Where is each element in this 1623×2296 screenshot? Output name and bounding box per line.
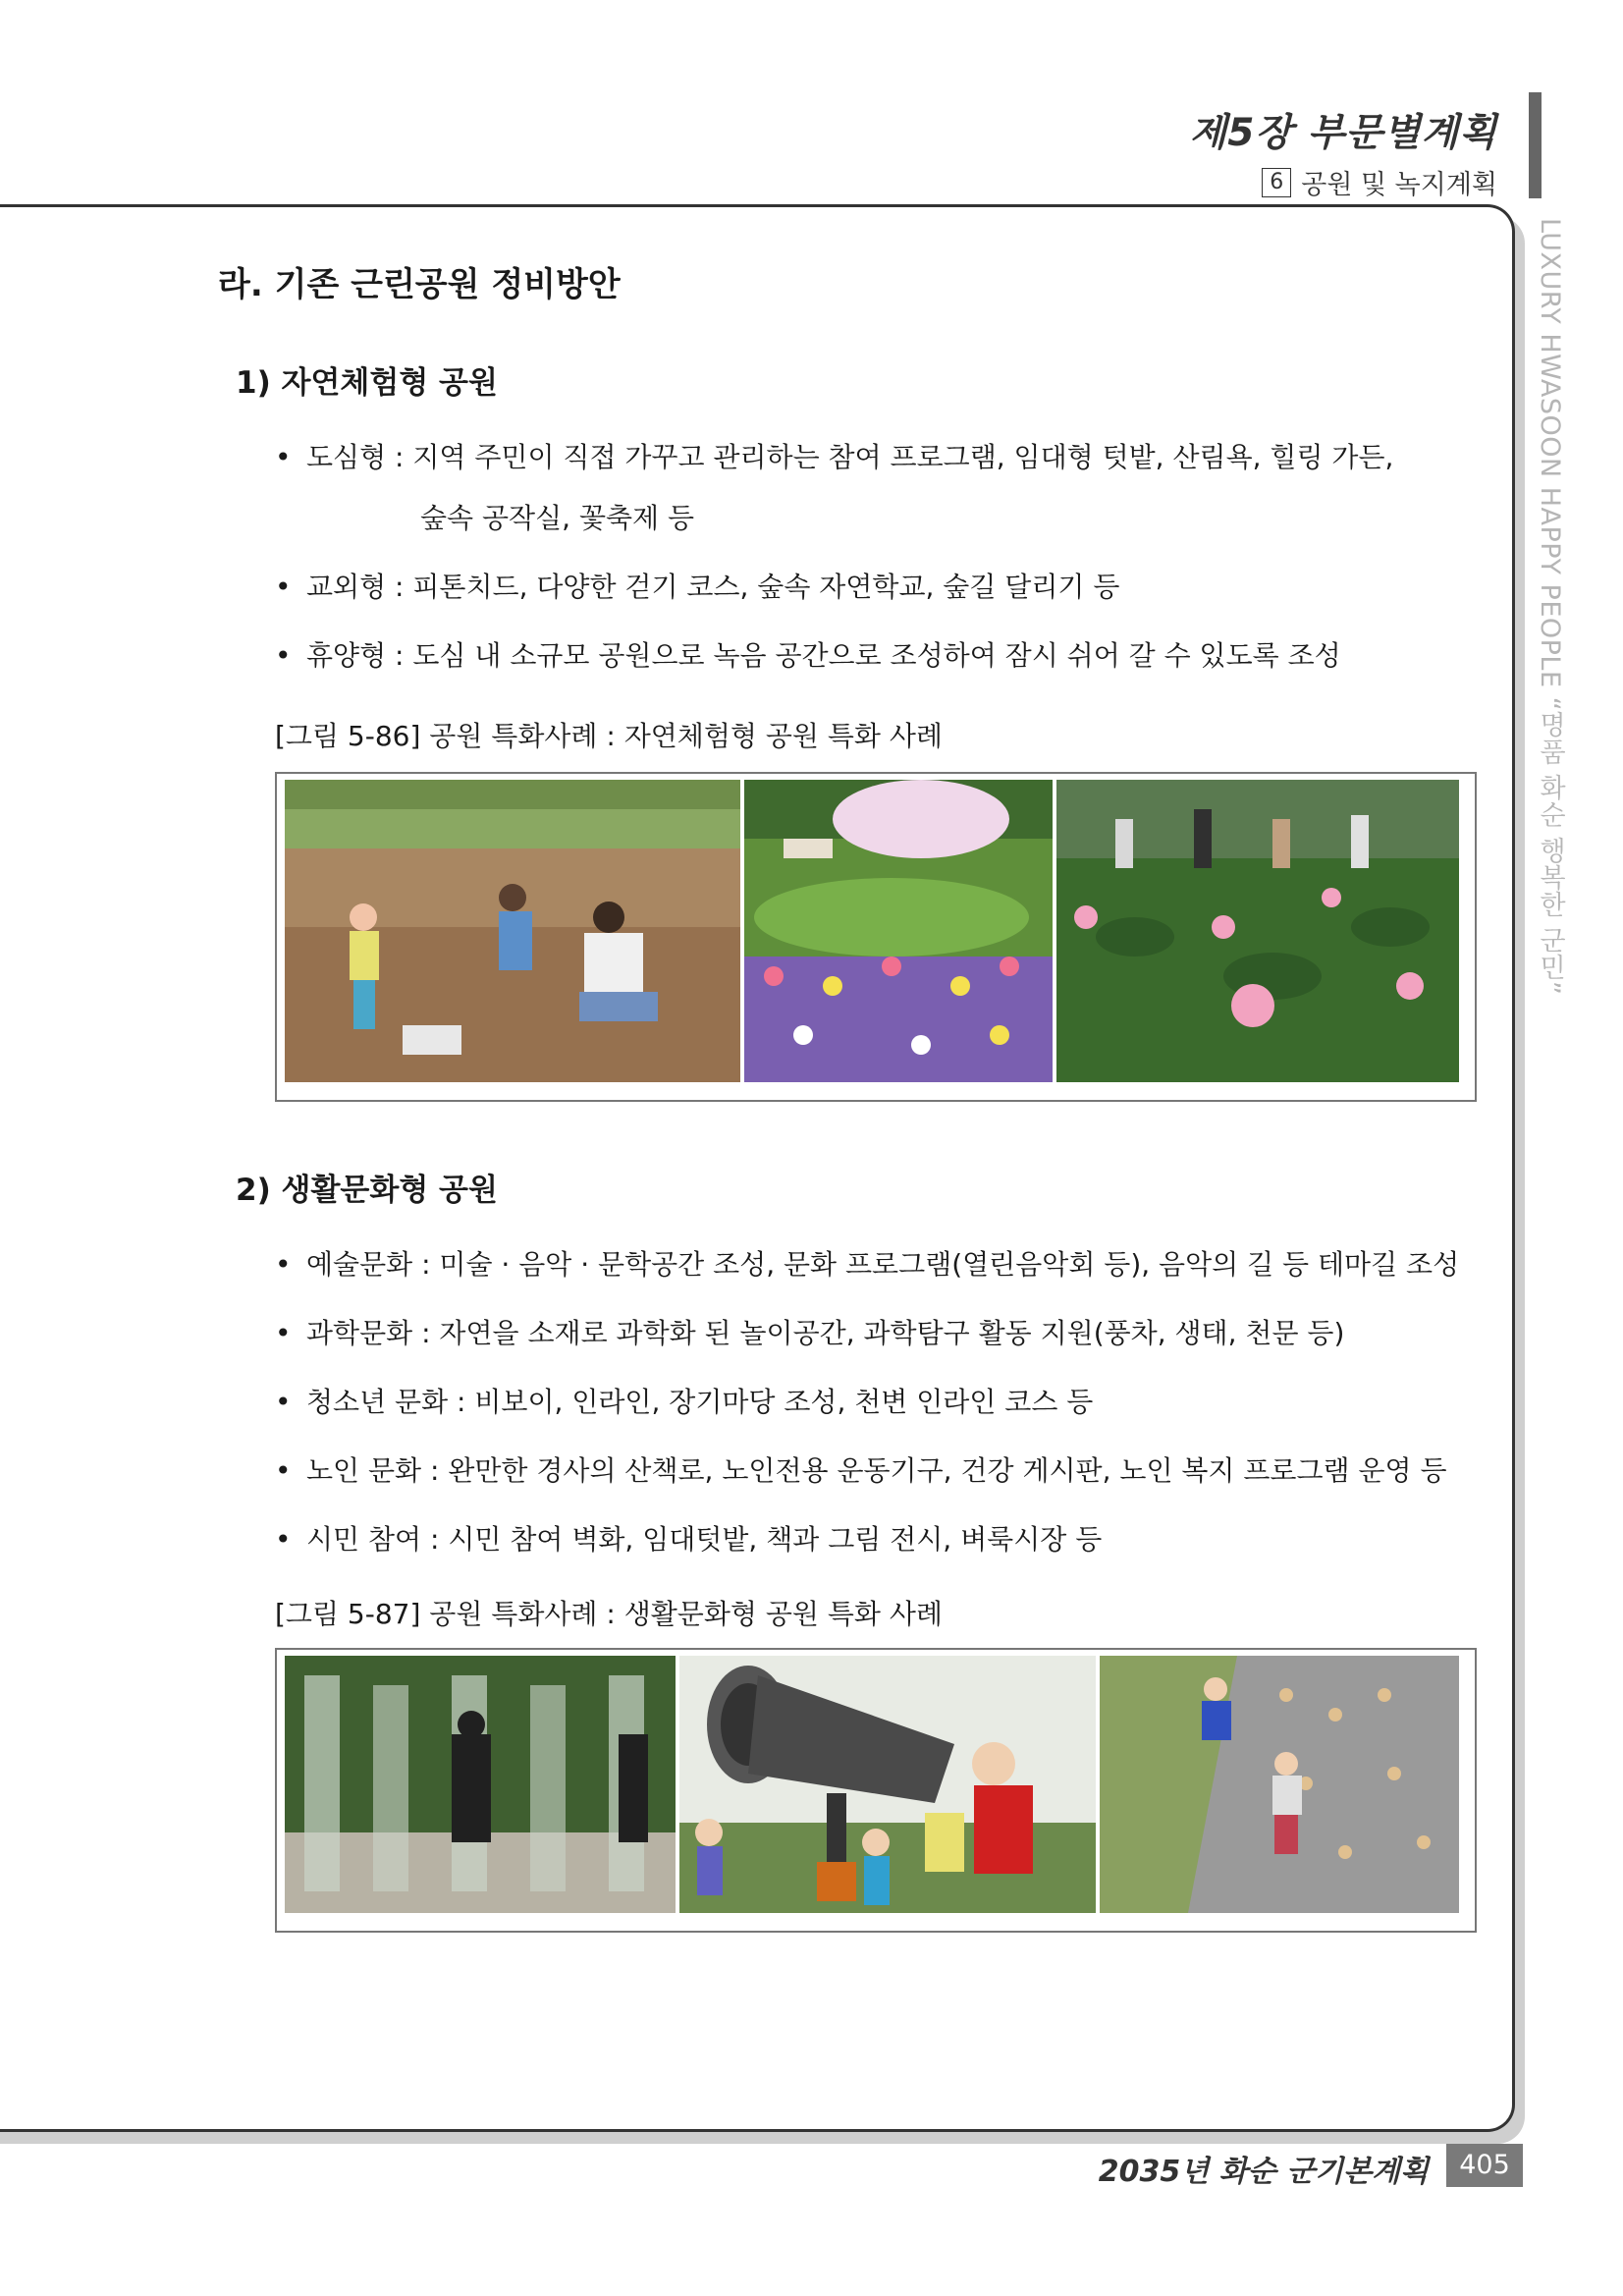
footer-title: 2035년 화순 군기본계획 (1098, 2155, 1429, 2189)
main-heading: 라. 기존 근린공원 정비방안 (218, 265, 621, 304)
photo-telescope-image (679, 1656, 1096, 1913)
photo-telescope (679, 1656, 1096, 1925)
figure-86 (275, 772, 1477, 1102)
figure-87 (275, 1648, 1477, 1933)
photo-flower-garden-image (744, 780, 1053, 1082)
section-title: 공원 및 녹지계획 (1301, 170, 1497, 200)
photo-mirror-forest-image (285, 1656, 676, 1913)
photo-flower-garden (744, 780, 1053, 1094)
nature-bullet-list (275, 438, 1393, 676)
header-accent-bar (1529, 92, 1542, 198)
photo-lotus-pond-image (1056, 780, 1459, 1082)
photo-garden-planting-image (285, 780, 740, 1082)
list-item: • 휴양형 : 도심 내 소규모 공원으로 녹음 공간으로 조성하여 잠시 쉬어 갈 수 있도록 조성 (275, 636, 1393, 676)
culture-bullet-list (275, 1245, 1459, 1559)
photo-mirror-forest (285, 1656, 676, 1925)
list-item: • 도심형 : 지역 주민이 직접 가꾸고 관리하는 참여 프로그램, 임대형 텃밭, 산림욕, 힐링 가든, (275, 438, 1393, 477)
photo-garden-planting (285, 780, 740, 1094)
photo-lotus-pond (1056, 780, 1459, 1094)
photo-climbing-wall-image (1100, 1656, 1459, 1913)
list-item: • 시민 참여 : 시민 참여 벽화, 임대텃밭, 책과 그림 전시, 벼룩시장 등 (275, 1520, 1459, 1559)
figure-caption-86: [그림 5-86] 공원 특화사례 : 자연체험형 공원 특화 사례 (275, 720, 943, 752)
chapter-title: 제5장 부문별계획 (1189, 111, 1497, 155)
list-item: • 노인 문화 : 완만한 경사의 산책로, 노인전용 운동기구, 건강 게시판, 노인 복지 프로그램 운영 등 (275, 1451, 1459, 1491)
list-item: • 예술문화 : 미술 · 음악 · 문학공간 조성, 문화 프로그램(열린음악회 등), 음악의 길 등 테마길 조성 (275, 1245, 1459, 1285)
page-number: 405 (1446, 2144, 1523, 2187)
list-item: • 청소년 문화 : 비보이, 인라인, 장기마당 조성, 천변 인라인 코스 등 (275, 1383, 1459, 1422)
subheading-nature: 1) 자연체험형 공원 (236, 365, 498, 401)
list-item: • 과학문화 : 자연을 소재로 과학화 된 놀이공간, 과학탐구 활동 지원(풍차, 생태, 천문 등) (275, 1314, 1459, 1353)
side-slogan: LUXURY HWASOON HAPPY PEOPLE “명품 화순 행복한 군민” (1535, 218, 1565, 996)
photo-climbing-wall (1100, 1656, 1459, 1925)
section-number-box: 6 (1262, 168, 1291, 197)
section-header (1262, 163, 1497, 201)
list-item: • 교외형 : 피톤치드, 다양한 걷기 코스, 숲속 자연학교, 숲길 달리기 등 (275, 568, 1393, 607)
figure-caption-87: [그림 5-87] 공원 특화사례 : 생활문화형 공원 특화 사례 (275, 1598, 943, 1630)
list-item-continuation: 숲속 공작실, 꽃축제 등 (420, 502, 695, 534)
subheading-culture: 2) 생활문화형 공원 (236, 1173, 498, 1208)
